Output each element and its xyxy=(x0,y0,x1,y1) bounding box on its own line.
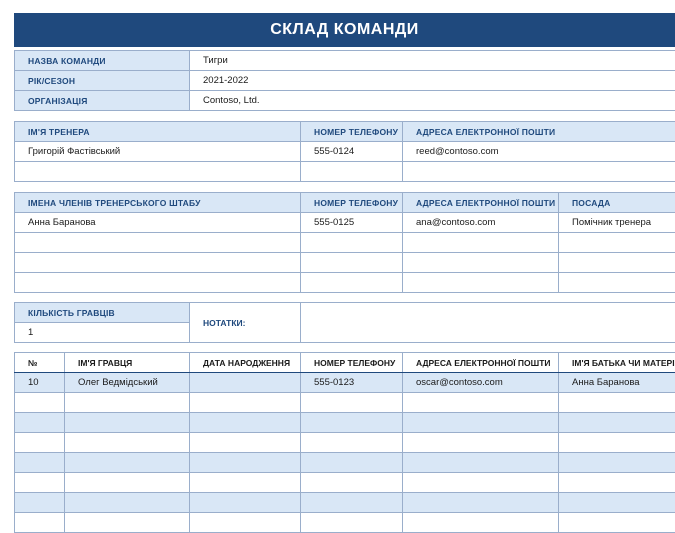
roster-parent-cell[interactable] xyxy=(559,513,675,533)
roster-row xyxy=(15,413,675,433)
team-info-row xyxy=(15,71,675,91)
staff-phone-cell[interactable] xyxy=(301,233,403,253)
roster-phone-cell[interactable] xyxy=(301,433,403,453)
roster-email-cell[interactable] xyxy=(403,433,559,453)
roster-phone-cell[interactable] xyxy=(301,453,403,473)
staff-position-header: ПОСАДА xyxy=(559,193,675,213)
staff-header-row xyxy=(15,193,675,213)
roster-row xyxy=(15,433,675,453)
season-label: РІК/СЕЗОН xyxy=(15,71,190,91)
staff-row xyxy=(15,273,675,293)
staff-row xyxy=(15,213,675,233)
team-name-label: НАЗВА КОМАНДИ xyxy=(15,51,190,71)
roster-phone-cell[interactable] xyxy=(301,513,403,533)
staff-email-cell[interactable]: ana@contoso.com xyxy=(403,213,559,233)
roster-email-cell[interactable] xyxy=(403,493,559,513)
roster-phone-cell[interactable] xyxy=(301,473,403,493)
roster-parent-cell[interactable] xyxy=(559,453,675,473)
roster-parent-cell[interactable] xyxy=(559,393,675,413)
roster-email-cell[interactable]: oscar@contoso.com xyxy=(403,373,559,393)
notes-value[interactable] xyxy=(301,303,675,343)
staff-name-cell[interactable]: Анна Баранова xyxy=(15,213,301,233)
staff-position-cell[interactable] xyxy=(559,233,675,253)
team-info-row xyxy=(15,51,675,71)
coach-email-cell[interactable] xyxy=(403,162,675,182)
staff-name-cell[interactable] xyxy=(15,233,301,253)
coach-table xyxy=(14,121,675,182)
organization-label: ОРГАНІЗАЦІЯ xyxy=(15,91,190,111)
roster-phone-cell[interactable] xyxy=(301,413,403,433)
staff-name-cell[interactable] xyxy=(15,273,301,293)
coach-email-cell[interactable]: reed@contoso.com xyxy=(403,142,675,162)
roster-phone-header: НОМЕР ТЕЛЕФОНУ xyxy=(301,353,403,373)
staff-email-cell[interactable] xyxy=(403,253,559,273)
roster-player-cell[interactable] xyxy=(65,413,190,433)
coach-name-header: ІМ'Я ТРЕНЕРА xyxy=(15,122,301,142)
coach-row xyxy=(15,162,675,182)
roster-phone-cell[interactable] xyxy=(301,393,403,413)
staff-row xyxy=(15,233,675,253)
roster-email-cell[interactable] xyxy=(403,473,559,493)
page-title: СКЛАД КОМАНДИ xyxy=(14,13,675,47)
roster-row xyxy=(15,373,675,393)
roster-row xyxy=(15,453,675,473)
notes-label: НОТАТКИ: xyxy=(190,303,301,343)
roster-email-cell[interactable] xyxy=(403,393,559,413)
roster-row xyxy=(15,493,675,513)
roster-birthdate-cell[interactable] xyxy=(190,373,301,393)
roster-birthdate-cell[interactable] xyxy=(190,453,301,473)
roster-number-cell[interactable] xyxy=(15,413,65,433)
roster-number-cell[interactable]: 10 xyxy=(15,373,65,393)
roster-number-cell[interactable] xyxy=(15,433,65,453)
roster-player-header: ІМ'Я ГРАВЦЯ xyxy=(65,353,190,373)
coach-phone-header: НОМЕР ТЕЛЕФОНУ xyxy=(301,122,403,142)
staff-table xyxy=(14,192,675,293)
roster-birthdate-header: ДАТА НАРОДЖЕННЯ xyxy=(190,353,301,373)
roster-number-cell[interactable] xyxy=(15,513,65,533)
roster-number-cell[interactable] xyxy=(15,453,65,473)
staff-phone-cell[interactable] xyxy=(301,273,403,293)
roster-birthdate-cell[interactable] xyxy=(190,493,301,513)
player-count-value[interactable]: 1 xyxy=(15,323,190,343)
roster-email-header: АДРЕСА ЕЛЕКТРОННОЇ ПОШТИ xyxy=(403,353,559,373)
roster-header-row xyxy=(15,353,675,373)
staff-email-header: АДРЕСА ЕЛЕКТРОННОЇ ПОШТИ xyxy=(403,193,559,213)
roster-table xyxy=(14,352,675,533)
roster-row xyxy=(15,513,675,533)
roster-player-cell[interactable] xyxy=(65,473,190,493)
staff-position-cell[interactable] xyxy=(559,253,675,273)
staff-row xyxy=(15,253,675,273)
roster-player-cell[interactable] xyxy=(65,393,190,413)
coach-name-cell[interactable]: Григорій Фастівський xyxy=(15,142,301,162)
roster-number-cell[interactable] xyxy=(15,473,65,493)
roster-parent-cell[interactable]: Анна Баранова xyxy=(559,373,675,393)
coach-email-header: АДРЕСА ЕЛЕКТРОННОЇ ПОШТИ xyxy=(403,122,675,142)
roster-phone-cell[interactable] xyxy=(301,493,403,513)
roster-row xyxy=(15,393,675,413)
count-notes-table xyxy=(14,302,675,343)
coach-row xyxy=(15,142,675,162)
staff-position-cell[interactable] xyxy=(559,273,675,293)
roster-number-cell[interactable] xyxy=(15,393,65,413)
team-info-row xyxy=(15,91,675,111)
roster-email-cell[interactable] xyxy=(403,413,559,433)
roster-parent-cell[interactable] xyxy=(559,433,675,453)
roster-parent-header: ІМ'Я БАТЬКА ЧИ МАТЕРІ xyxy=(559,353,675,373)
roster-birthdate-cell[interactable] xyxy=(190,433,301,453)
roster-player-cell[interactable] xyxy=(65,453,190,473)
staff-phone-cell[interactable] xyxy=(301,253,403,273)
roster-parent-cell[interactable] xyxy=(559,413,675,433)
staff-phone-cell[interactable]: 555-0125 xyxy=(301,213,403,233)
staff-email-cell[interactable] xyxy=(403,233,559,253)
roster-player-cell[interactable] xyxy=(65,513,190,533)
team-name-value[interactable]: Тигри xyxy=(190,51,675,71)
staff-name-header: ІМЕНА ЧЛЕНІВ ТРЕНЕРСЬКОГО ШТАБУ xyxy=(15,193,301,213)
roster-birthdate-cell[interactable] xyxy=(190,413,301,433)
coach-phone-cell[interactable] xyxy=(301,162,403,182)
staff-phone-header: НОМЕР ТЕЛЕФОНУ xyxy=(301,193,403,213)
roster-number-cell[interactable] xyxy=(15,493,65,513)
roster-parent-cell[interactable] xyxy=(559,473,675,493)
coach-name-cell[interactable] xyxy=(15,162,301,182)
roster-player-cell[interactable] xyxy=(65,493,190,513)
team-info-table xyxy=(14,50,675,111)
roster-birthdate-cell[interactable] xyxy=(190,513,301,533)
staff-name-cell[interactable] xyxy=(15,253,301,273)
roster-parent-cell[interactable] xyxy=(559,493,675,513)
roster-email-cell[interactable] xyxy=(403,453,559,473)
player-count-label: КІЛЬКІСТЬ ГРАВЦІВ xyxy=(15,303,190,323)
organization-value[interactable]: Contoso, Ltd. xyxy=(190,91,675,111)
staff-position-cell[interactable]: Помічник тренера xyxy=(559,213,675,233)
roster-phone-cell[interactable]: 555-0123 xyxy=(301,373,403,393)
roster-row xyxy=(15,473,675,493)
staff-email-cell[interactable] xyxy=(403,273,559,293)
roster-player-cell[interactable] xyxy=(65,433,190,453)
coach-phone-cell[interactable]: 555-0124 xyxy=(301,142,403,162)
season-value[interactable]: 2021-2022 xyxy=(190,71,675,91)
roster-birthdate-cell[interactable] xyxy=(190,393,301,413)
roster-player-cell[interactable]: Олег Ведмідський xyxy=(65,373,190,393)
count-label-row xyxy=(15,303,675,323)
roster-birthdate-cell[interactable] xyxy=(190,473,301,493)
coach-header-row xyxy=(15,122,675,142)
roster-number-header: № xyxy=(15,353,65,373)
roster-email-cell[interactable] xyxy=(403,513,559,533)
